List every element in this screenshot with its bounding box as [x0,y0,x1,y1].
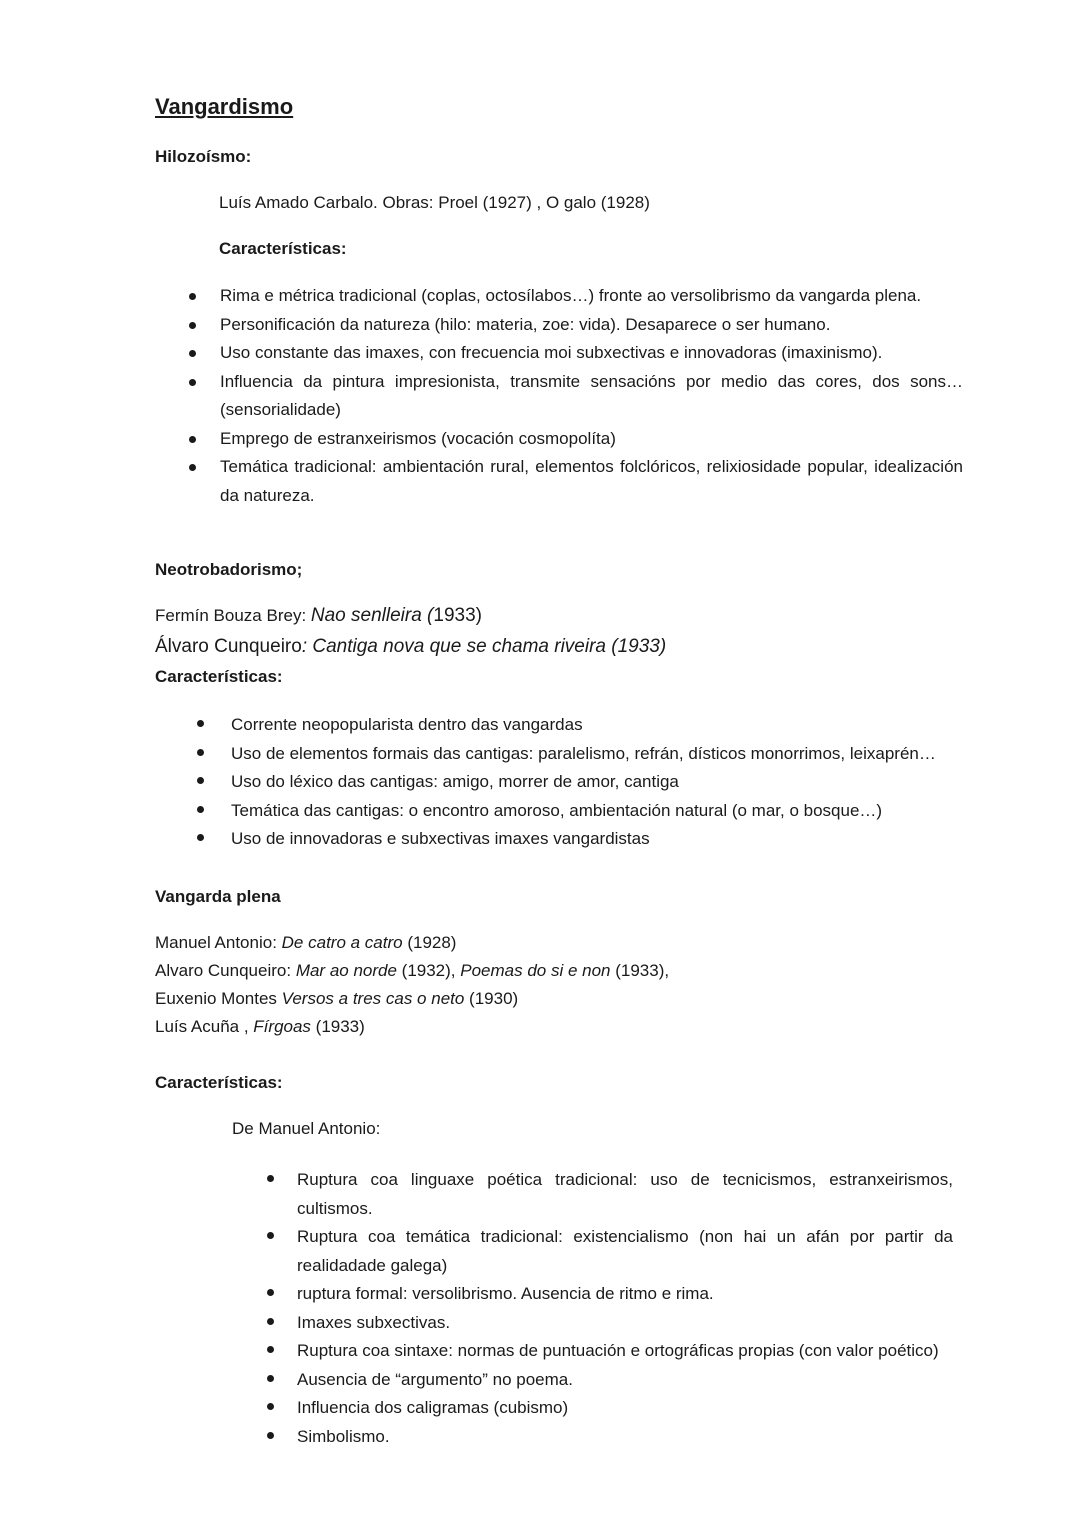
hilozoismo-features-list [220,282,963,510]
work-title: Versos a tres cas o neto [281,989,465,1008]
list-item: Rima e métrica tradicional (coplas, octosílabos…) fronte ao versolibrismo da vangarda plena. [220,282,963,311]
list-item: Imaxes subxectivas. [297,1309,953,1338]
work-title: Fírgoas [253,1017,311,1036]
work-line [155,989,518,1009]
hilozoismo-author-line: Luís Amado Carbalo. Obras: Proel (1927) , O galo (1928) [219,193,650,212]
work-author: Euxenio Montes [155,989,282,1008]
work-year: 1933) [433,605,482,626]
work-line [155,1017,365,1037]
work-year: (1928) [402,933,457,952]
list-item: Uso de innovadoras e subxectivas imaxes vangardistas [231,825,953,854]
list-item: Corrente neopopularista dentro das vangardas [231,711,953,740]
work-year: (1932), [396,961,461,980]
work-author: Fermín Bouza Brey: [155,606,311,625]
list-item: Uso de elementos formais das cantigas: paralelismo, refrán, dísticos monorrimos, leixaprén… [231,740,953,769]
work-title: Nao senlleira ( [310,605,434,626]
work-title: : Cantiga nova que se chama riveira (1933) [301,636,667,657]
work-author: Manuel Antonio: [155,933,282,952]
work-year: (1933), [610,961,670,980]
work-line [155,605,482,627]
work-author: Álvaro Cunqueiro [155,636,302,657]
page-title: Vangardismo [155,94,294,119]
work-year: (1930) [464,989,519,1008]
list-item: Ruptura coa linguaxe poética tradicional: uso de tecnicismos, estranxeirismos, cultismos. [297,1166,953,1223]
list-item: Temática tradicional: ambientación rural, elementos folclóricos, relixiosidade popular, idealización da natureza. [220,453,963,510]
list-item: Influencia da pintura impresionista, transmite sensacións por medio das cores, dos sons… (sensorialidade) [220,368,963,425]
work-line [155,961,669,981]
list-item: Personificación da natureza (hilo: materia, zoe: vida). Desaparece o ser humano. [220,311,963,340]
work-line [155,933,456,953]
vangarda-plena-features-heading: Características: [155,1073,283,1092]
list-item: Temática das cantigas: o encontro amoroso, ambientación natural (o mar, o bosque…) [231,797,953,826]
list-item: Emprego de estranxeirismos (vocación cosmopolíta) [220,425,963,454]
work-author: Alvaro Cunqueiro: [155,961,296,980]
work-year: (1933) [310,1017,365,1036]
work-author: Luís Acuña , [155,1017,254,1036]
work-title: De catro a catro [281,933,403,952]
neotrobadorismo-features-list [231,711,953,854]
section-heading-hilozoismo: Hilozoísmo: [155,147,252,166]
list-item: Ausencia de “argumento” no poema. [297,1366,953,1395]
list-item: Influencia dos caligramas (cubismo) [297,1394,953,1423]
work-title: Mar ao norde [295,961,397,980]
list-item: ruptura formal: versolibrismo. Ausencia de ritmo e rima. [297,1280,953,1309]
work-title: Poemas do si e non [460,961,611,980]
list-item: Simbolismo. [297,1423,953,1452]
section-heading-neotrobadorismo: Neotrobadorismo; [155,560,303,579]
hilozoismo-features-heading: Características: [219,239,347,258]
neotrobadorismo-features-heading: Características: [155,667,283,686]
list-item: Uso constante das imaxes, con frecuencia moi subxectivas e innovadoras (imaxinismo). [220,339,963,368]
manuel-antonio-subheading: De Manuel Antonio: [232,1119,381,1138]
list-item: Uso do léxico das cantigas: amigo, morrer de amor, cantiga [231,768,953,797]
section-heading-vangarda-plena: Vangarda plena [155,887,281,906]
vangarda-plena-features-list [297,1166,953,1451]
work-line [155,636,666,658]
list-item: Ruptura coa sintaxe: normas de puntuación e ortográficas propias (con valor poético) [297,1337,953,1366]
list-item: Ruptura coa temática tradicional: existencialismo (non hai un afán por partir da realidadade galega) [297,1223,953,1280]
